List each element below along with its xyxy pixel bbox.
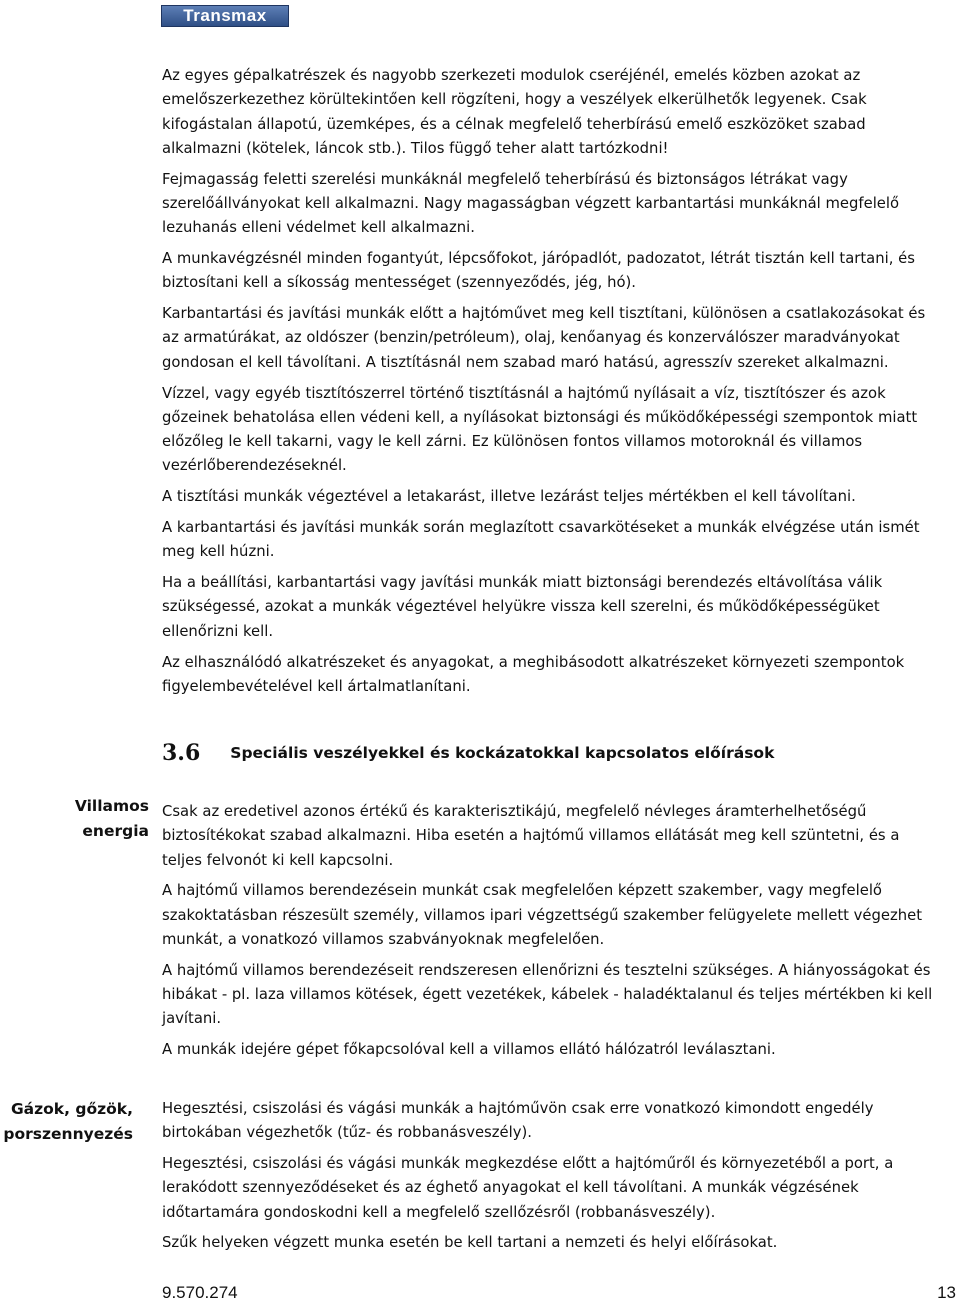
- side-label-line: porszennyezés: [3, 1124, 133, 1143]
- page-number: 13: [937, 1283, 956, 1302]
- transmax-logo: Transmax: [161, 5, 289, 27]
- paragraph: Hegesztési, csiszolási és vágási munkák a hajtóművön csak erre vonatkozó kimondott engedély birtokában végezhetők (tűz- és robbanásveszély).: [162, 1100, 874, 1142]
- paragraph: A hajtómű villamos berendezéseit rendszeresen ellenőrizni és tesztelni szükséges. A hiányosságokat és hibákat - pl. laza villamos kötések, égett vezetékek, kábelek - haladéktalanul és teljes mértékben ki kell javítani.: [162, 961, 933, 1028]
- paragraph: A karbantartási és javítási munkák során meglazított csavarkötéseket a munkák elvégzése után ismét meg kell húzni.: [162, 519, 920, 561]
- paragraph: Csak az eredetivel azonos értékű és karakterisztikájú, megfelelő névleges áramterhelhetőségű biztosítékokat szabad alkalmazni. Hiba esetén a hajtómű villamos ellátását meg kell szüntetni, és a teljes felvonót ki kell kapcsolni.: [162, 803, 900, 869]
- section-title: Speciális veszélyekkel és kockázatokkal kapcsolatos előírások: [230, 744, 775, 762]
- paragraph: Az egyes gépalkatrészek és nagyobb szerkezeti modulok cseréjénél, emelés közben azokat az emelőszerkezethez körültekintően kell rögzíteni, hogy a veszélyek elkerülhetők legyenek. Csak kifogástalan állapotú, üzemképes, és a célnak megfelelő teherbírású emelő eszközöket szabad alkalmazni (kötelek, láncok stb.). Tilos függő teher alatt tartózkodni!: [162, 67, 867, 157]
- paragraph: A hajtómű villamos berendezésein munkát csak megfelelően képzett szakember, vagy megfelelő szakoktatásban részesült személy, villamos ipari végzettségű szakember felügyelete mellett végezhet munkát, a vonatkozó villamos szabványoknak megfelelően.: [162, 882, 923, 948]
- paragraph: Karbantartási és javítási munkák előtt a hajtóművet meg kell tisztítani, különösen a csatlakozásokat és az armatúrákat, az oldószer (benzin/petróleum), olaj, kenőanyag és konzerválószer maradványokat gondosan el kell távolítani. A tisztításnál nem szabad maró hatású, agresszív szereket alkalmazni.: [162, 305, 926, 371]
- side-label-line: energia: [82, 821, 149, 840]
- paragraph: Ha a beállítási, karbantartási vagy javítási munkák miatt biztonsági berendezés eltávolítása válik szükségessé, azokat a munkák végeztével helyükre vissza kell szerelni, és működőképességüket ellenőrizni kell.: [162, 574, 883, 640]
- section-number: 3.6: [162, 740, 201, 766]
- section-heading: [162, 740, 774, 766]
- paragraph: Vízzel, vagy egyéb tisztítószerrel történő tisztításnál a hajtómű nyílásait a víz, tisztítószer és azok gőzeinek behatolása ellen védeni kell, a nyílásokat biztonsági és működőképességi szempontok miatt előzőleg le kell takarni, vagy le kell zárni. Ez különösen fontos villamos motoroknál és villamos vezérlőberendezéseknél.: [162, 384, 918, 475]
- side-label-line: Villamos: [74, 797, 149, 815]
- paragraph: Szűk helyeken végzett munka esetén be kell tartani a nemzeti és helyi előírásokat.: [162, 1234, 778, 1252]
- intro-section: [162, 64, 942, 706]
- gases-section: [162, 1097, 942, 1262]
- side-label-gases: [3, 1097, 133, 1146]
- paragraph: A munkavégzésnél minden fogantyút, lépcsőfokot, járópadlót, padozatot, létrát tisztán kell tartani, és biztosítani kell a síkosság mentességet (szennyeződés, jég, hó).: [162, 250, 915, 292]
- document-number: 9.570.274: [162, 1283, 238, 1302]
- electric-section: [162, 800, 942, 1069]
- paragraph: A munkák idejére gépet főkapcsolóval kell a villamos ellátó hálózatról leválasztani.: [162, 1041, 776, 1059]
- side-label-line: Gázok, gőzök,: [10, 1100, 133, 1118]
- paragraph: Hegesztési, csiszolási és vágási munkák megkezdése előtt a hajtóműről és környezetéből a port, a lerakódott szennyeződéseket és az éghető anyagokat el kell távolítani. A munkák végzésének időtartamára gondoskodni kell a megfelelő szellőzésről (robbanásveszély).: [162, 1155, 894, 1221]
- paragraph: Az elhasználódó alkatrészeket és anyagokat, a meghibásodott alkatrészeket környezeti szempontok figyelembevételével kell ártalmatlanítani.: [162, 653, 905, 695]
- paragraph: A tisztítási munkák végeztével a letakarást, illetve lezárást teljes mértékben el kell távolítani.: [162, 488, 856, 506]
- paragraph: Fejmagasság feletti szerelési munkáknál megfelelő teherbírású és biztonságos létrákat vagy szerelőállványokat kell alkalmazni. Nagy magasságban végzett karbantartási munkáknál megfelelő lezuhanás elleni védelmet kell alkalmazni.: [162, 170, 900, 237]
- side-label-electric: [75, 794, 149, 843]
